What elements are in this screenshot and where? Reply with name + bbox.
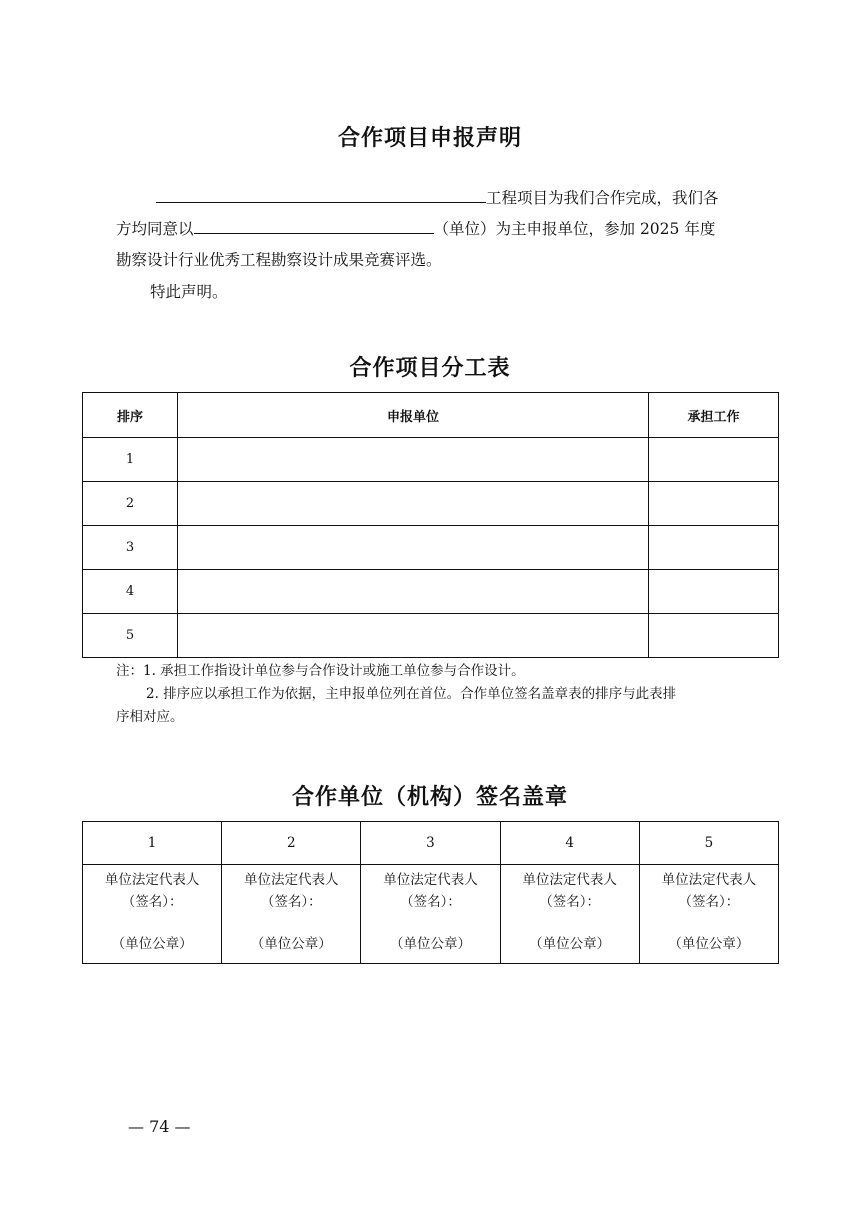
- signature-cell[interactable]: [639, 865, 778, 964]
- page-number: — 74 —: [128, 1117, 191, 1136]
- seal-label: （单位公章）: [668, 936, 750, 952]
- row-unit-cell[interactable]: [178, 570, 649, 614]
- sign-col-number: 3: [361, 822, 500, 865]
- header-unit: 申报单位: [178, 393, 649, 438]
- signature-seal-table: [82, 821, 779, 964]
- declaration-line-2-prefix: 方均同意以: [116, 220, 194, 238]
- row-order: 1: [83, 438, 178, 482]
- rep-label: 单位法定代表人: [244, 872, 339, 888]
- work-table-header-row: [83, 393, 779, 438]
- sign-col-number: 4: [500, 822, 639, 865]
- rep-label: 单位法定代表人: [104, 872, 200, 888]
- signature-cell[interactable]: [361, 865, 500, 964]
- work-table-title: 合作项目分工表: [349, 356, 511, 381]
- declaration-line-1: [156, 184, 719, 208]
- row-order: 4: [83, 570, 178, 614]
- sign-table-title: 合作单位（机构）签名盖章: [291, 785, 568, 810]
- declaration-line-2-suffix: （单位）为主申报单位，参加 2025 年度: [433, 220, 716, 238]
- table-row: [83, 614, 779, 658]
- sign-label: （签名）：: [121, 894, 183, 910]
- row-order: 5: [83, 614, 178, 658]
- sign-label: （签名）：: [260, 894, 322, 910]
- row-unit-cell[interactable]: [178, 482, 649, 526]
- signature-cell[interactable]: [83, 865, 222, 964]
- note-1: 注：1. 承担工作指设计单位参与合作设计或施工单位参与合作设计。: [116, 663, 525, 679]
- work-division-table: [82, 392, 779, 658]
- lead-unit-blank[interactable]: [194, 215, 434, 234]
- sign-col-number: 1: [83, 822, 222, 865]
- sign-label: （签名）：: [678, 894, 740, 910]
- declaration-line-2: [116, 215, 715, 239]
- seal-label: （单位公章）: [529, 936, 611, 952]
- sign-col-number: 5: [639, 822, 778, 865]
- signature-cell[interactable]: [222, 865, 361, 964]
- row-unit-cell[interactable]: [178, 438, 649, 482]
- rep-label: 单位法定代表人: [522, 872, 617, 888]
- header-work: 承担工作: [649, 393, 779, 438]
- table-row: [83, 570, 779, 614]
- declaration-line-1-text: 工程项目为我们合作完成，我们各: [486, 189, 719, 207]
- row-order: 2: [83, 482, 178, 526]
- header-order: 排序: [83, 393, 178, 438]
- declaration-title: 合作项目申报声明: [337, 126, 522, 151]
- row-unit-cell[interactable]: [178, 526, 649, 570]
- rep-label: 单位法定代表人: [661, 872, 757, 888]
- rep-label: 单位法定代表人: [383, 872, 478, 888]
- note-2-line-1: 2. 排序应以承担工作为依据，主申报单位列在首位。合作单位签名盖章表的排序与此表排: [146, 686, 677, 702]
- seal-label: （单位公章）: [111, 936, 193, 952]
- row-work-cell[interactable]: [649, 482, 779, 526]
- row-order: 3: [83, 526, 178, 570]
- declaration-line-3: 勘察设计行业优秀工程勘察设计成果竞赛评选。: [116, 251, 442, 269]
- sign-label: （签名）：: [400, 894, 461, 910]
- declaration-line-4: 特此声明。: [150, 283, 228, 301]
- table-row: [83, 482, 779, 526]
- signature-cell[interactable]: [500, 865, 639, 964]
- seal-label: （单位公章）: [389, 936, 471, 952]
- sign-col-number: 2: [222, 822, 361, 865]
- row-work-cell[interactable]: [649, 526, 779, 570]
- project-name-blank[interactable]: [156, 184, 486, 203]
- table-row: [83, 526, 779, 570]
- row-work-cell[interactable]: [649, 614, 779, 658]
- row-work-cell[interactable]: [649, 438, 779, 482]
- row-work-cell[interactable]: [649, 570, 779, 614]
- seal-label: （单位公章）: [250, 936, 332, 952]
- sign-table-body-row: [83, 865, 779, 964]
- sign-table-header-row: [83, 822, 779, 865]
- table-row: [83, 438, 779, 482]
- note-2-line-2: 序相对应。: [116, 709, 184, 725]
- sign-label: （签名）：: [539, 894, 601, 910]
- row-unit-cell[interactable]: [178, 614, 649, 658]
